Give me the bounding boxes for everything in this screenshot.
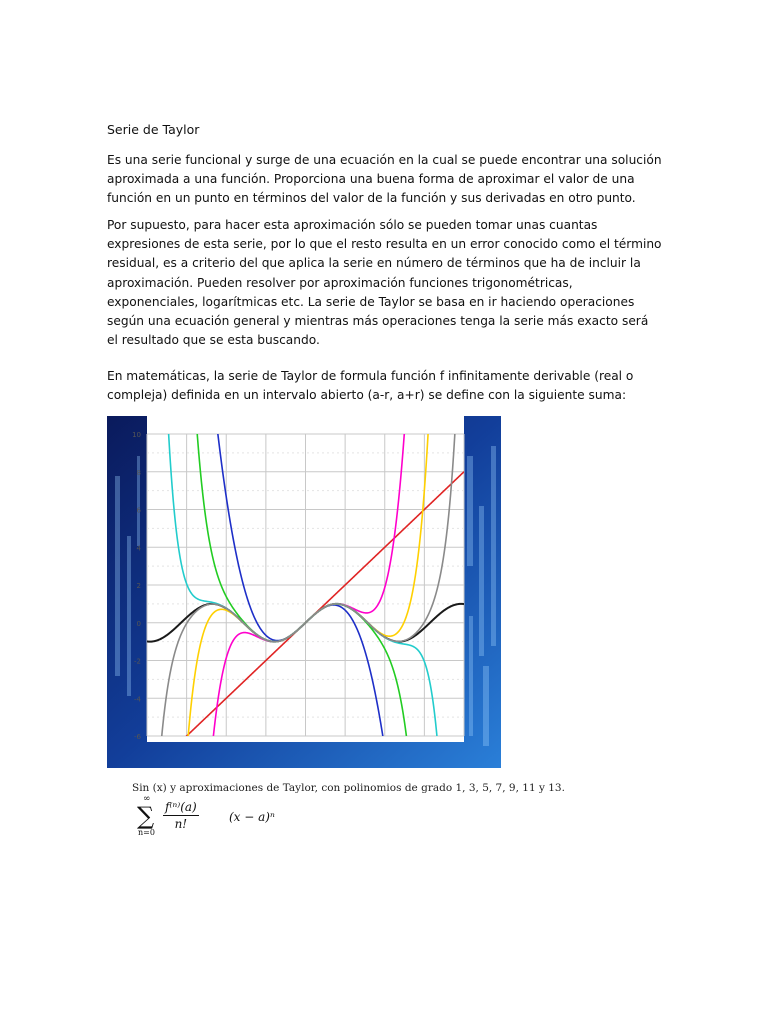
formula-factor: (x − a)ⁿ: [229, 810, 275, 824]
y-tick-label: -4: [134, 695, 141, 704]
figure-caption: Sin (x) y aproximaciones de Taylor, con polinomios de grado 1, 3, 5, 7, 9, 11 y 13.: [132, 782, 565, 794]
y-tick-label: 8: [136, 468, 141, 477]
y-tick-label: 10: [132, 431, 141, 439]
formula-numerator: f⁽ⁿ⁾(a): [165, 800, 197, 814]
paragraph-intro: Es una serie funcional y surge de una ecuación en la cual se puede encontrar una solución aproximada a una función. Proporciona una buena forma de aproximar el valor de una función en un punto en términos del valor de la función y sus derivadas en otro punto.: [107, 153, 662, 206]
background-bar: [491, 446, 496, 646]
formula-lower-limit: n=0: [138, 828, 155, 837]
paragraph-definition: En matemáticas, la serie de Taylor de formula función f infinitamente derivable (real o compleja) definida en un intervalo abierto (a-r, a+r) se define con la siguiente suma:: [107, 369, 634, 403]
background-bar: [469, 616, 473, 736]
y-tick-label: -2: [134, 657, 141, 666]
taylor-figure: [107, 416, 565, 848]
background-bar: [467, 456, 473, 566]
caption-strip: [107, 768, 565, 848]
formula-sigma: ∑: [137, 802, 155, 830]
background-bar: [479, 506, 484, 656]
y-tick-label: 6: [136, 506, 141, 515]
y-tick-label: 2: [136, 582, 141, 590]
taylor-formula: [137, 794, 337, 840]
taylor-chart: [107, 416, 501, 768]
y-tick-label: 4: [136, 544, 141, 553]
background-bar: [115, 476, 120, 676]
background-bar: [127, 536, 131, 696]
paragraph-approximation: Por supuesto, para hacer esta aproximación sólo se pueden tomar unas cuantas expresiones de esta serie, por lo que el resto resulta en un error conocido como el término residual, es a criterio del que aplica la serie en número de términos que ha de incluir la aproximación. Pueden resolver por aproximación funciones trigonométricas, exponenciales, logarítmicas etc. La serie de Taylor se basa en ir haciendo operaciones según una ecuación general y mientras más operaciones tenga la serie más exacto será el resultado que se esta buscando.: [107, 218, 662, 348]
y-tick-label: -6: [134, 733, 141, 741]
formula-upper-limit: ∞: [143, 794, 151, 804]
document-title: Serie de Taylor: [107, 122, 200, 137]
formula-denominator: n!: [174, 817, 188, 831]
formula-fraction: [163, 800, 199, 831]
y-tick-label: 0: [136, 619, 141, 628]
background-bar: [483, 666, 489, 746]
